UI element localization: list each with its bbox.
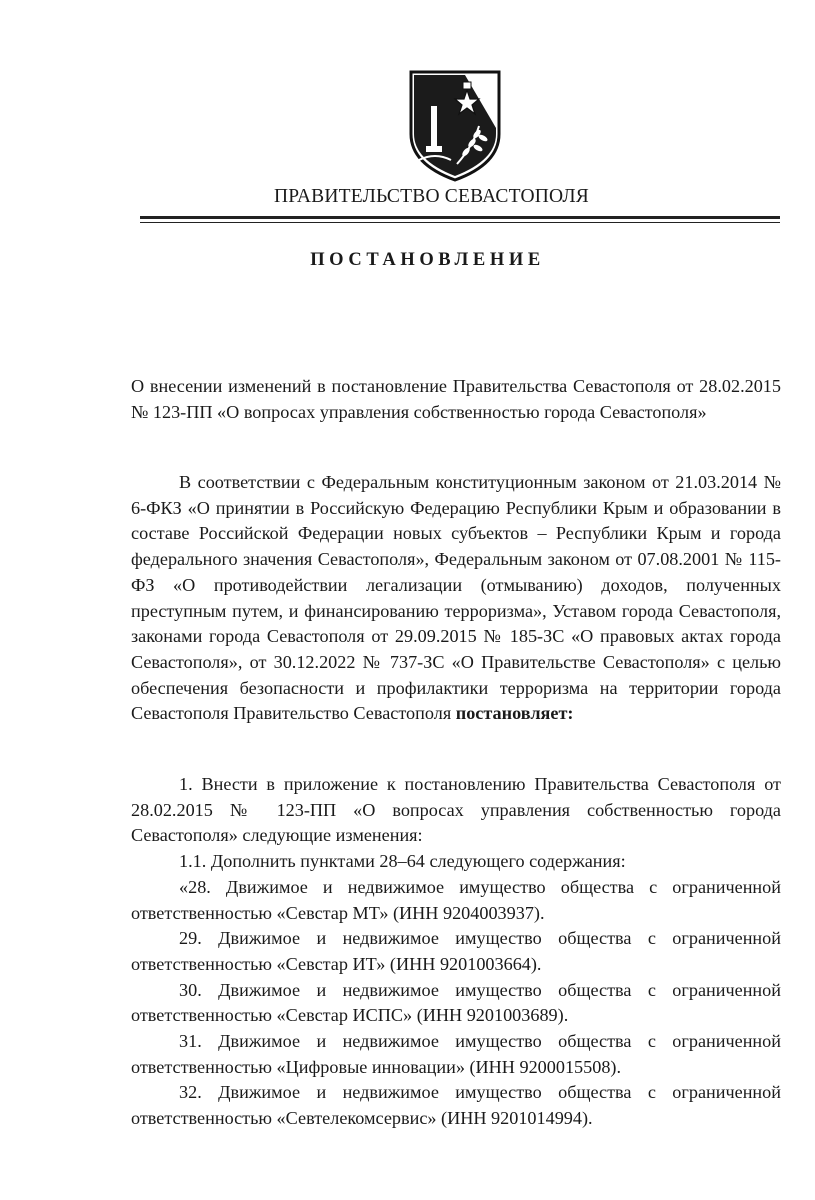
item-1: 1. Внести в приложение к постановлению Правительства Севастополя от 28.02.2015 № 123-ПП «О вопросах управления собственностью города Севастополя» следующие изменения: [131, 774, 781, 846]
list-item: 31. Движимое и недвижимое имущество общества с ограниченной ответственностью «Цифровые инновации» (ИНН 9200015508). [131, 1031, 781, 1077]
list-item: «28. Движимое и недвижимое имущество общества с ограниченной ответственностью «Севстар МТ» (ИНН 9204003937). [131, 876, 781, 923]
list-item: 29. Движимое и недвижимое имущество общества с ограниченной ответственностью «Севстар ИТ» (ИНН 9201003664). [131, 928, 781, 974]
list-item: 32. Движимое и недвижимое имущество общества с ограниченной ответственностью «Севтелекомсервис» (ИНН 9201014994). [131, 1082, 781, 1129]
header-rule-thick [140, 216, 780, 219]
document-type-heading: ПОСТАНОВЛЕНИЕ [310, 250, 545, 270]
decree-word: постановляет [455, 703, 568, 724]
decree-colon: : [567, 703, 574, 724]
sevastopol-coat-of-arms-icon [405, 68, 505, 184]
preamble-text: В соответствии с Федеральным конституционным законом от 21.03.2014 № 6-ФКЗ «О принятии в Российскую Федерацию Республики Крым и образовании в составе Российской Федерации новых субъектов – Республики Крым и города федерального значения Севастополя», Федеральным законом от 07.08.2001 № 115-ФЗ «О противодействии легализации (отмыванию) доходов, полученных преступным путем, и финансированию терроризма», Уставом города Севастополя, законами города Севастополя от 29.09.2015 № 185-ЗС «О правовых актах города Севастополя», от 30.12.2022 № 737-ЗС «О Правительстве Севастополя» с целью обеспечения безопасности и профилактики терроризма на территории города Севастополя Правительство Севастополя [131, 472, 781, 724]
decree-items [131, 772, 781, 1132]
decree-preamble [131, 470, 781, 727]
item-1-1: 1.1. Дополнить пунктами 28–64 следующего содержания: [179, 851, 626, 872]
government-title: ПРАВИТЕЛЬСТВО СЕВАСТОПОЛЯ [274, 186, 589, 207]
decree-subject: О внесении изменений в постановление Правительства Севастополя от 28.02.2015 № 123-ПП «О вопросах управления собственностью города Севастополя» [131, 376, 781, 422]
list-item: 30. Движимое и недвижимое имущество общества с ограниченной ответственностью «Севстар ИСПС» (ИНН 9201003689). [131, 979, 781, 1026]
header-rule-thin [140, 222, 780, 223]
